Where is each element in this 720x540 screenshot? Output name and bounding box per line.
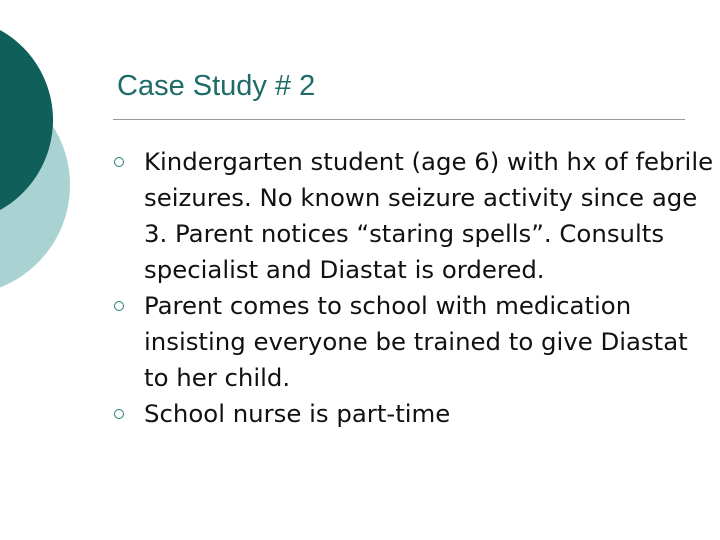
hollow-circle-icon — [114, 409, 124, 419]
list-item — [114, 396, 714, 432]
list-item — [114, 288, 714, 396]
slide-title: Case Study # 2 — [117, 70, 316, 102]
hollow-circle-icon — [114, 301, 124, 311]
hollow-circle-icon — [114, 157, 124, 167]
list-item — [114, 144, 714, 288]
bullet-list — [114, 144, 714, 432]
title-divider — [113, 119, 685, 120]
bullet-text: Parent comes to school with medication insisting everyone be trained to give Diastat to her child. — [144, 291, 688, 392]
bullet-text: School nurse is part-time — [144, 399, 451, 428]
corner-decoration — [0, 0, 80, 300]
bullet-text: Kindergarten student (age 6) with hx of febrile seizures. No known seizure activity since age 3. Parent notices “staring spells”. Consults specialist and Diastat is ordered. — [144, 147, 714, 284]
